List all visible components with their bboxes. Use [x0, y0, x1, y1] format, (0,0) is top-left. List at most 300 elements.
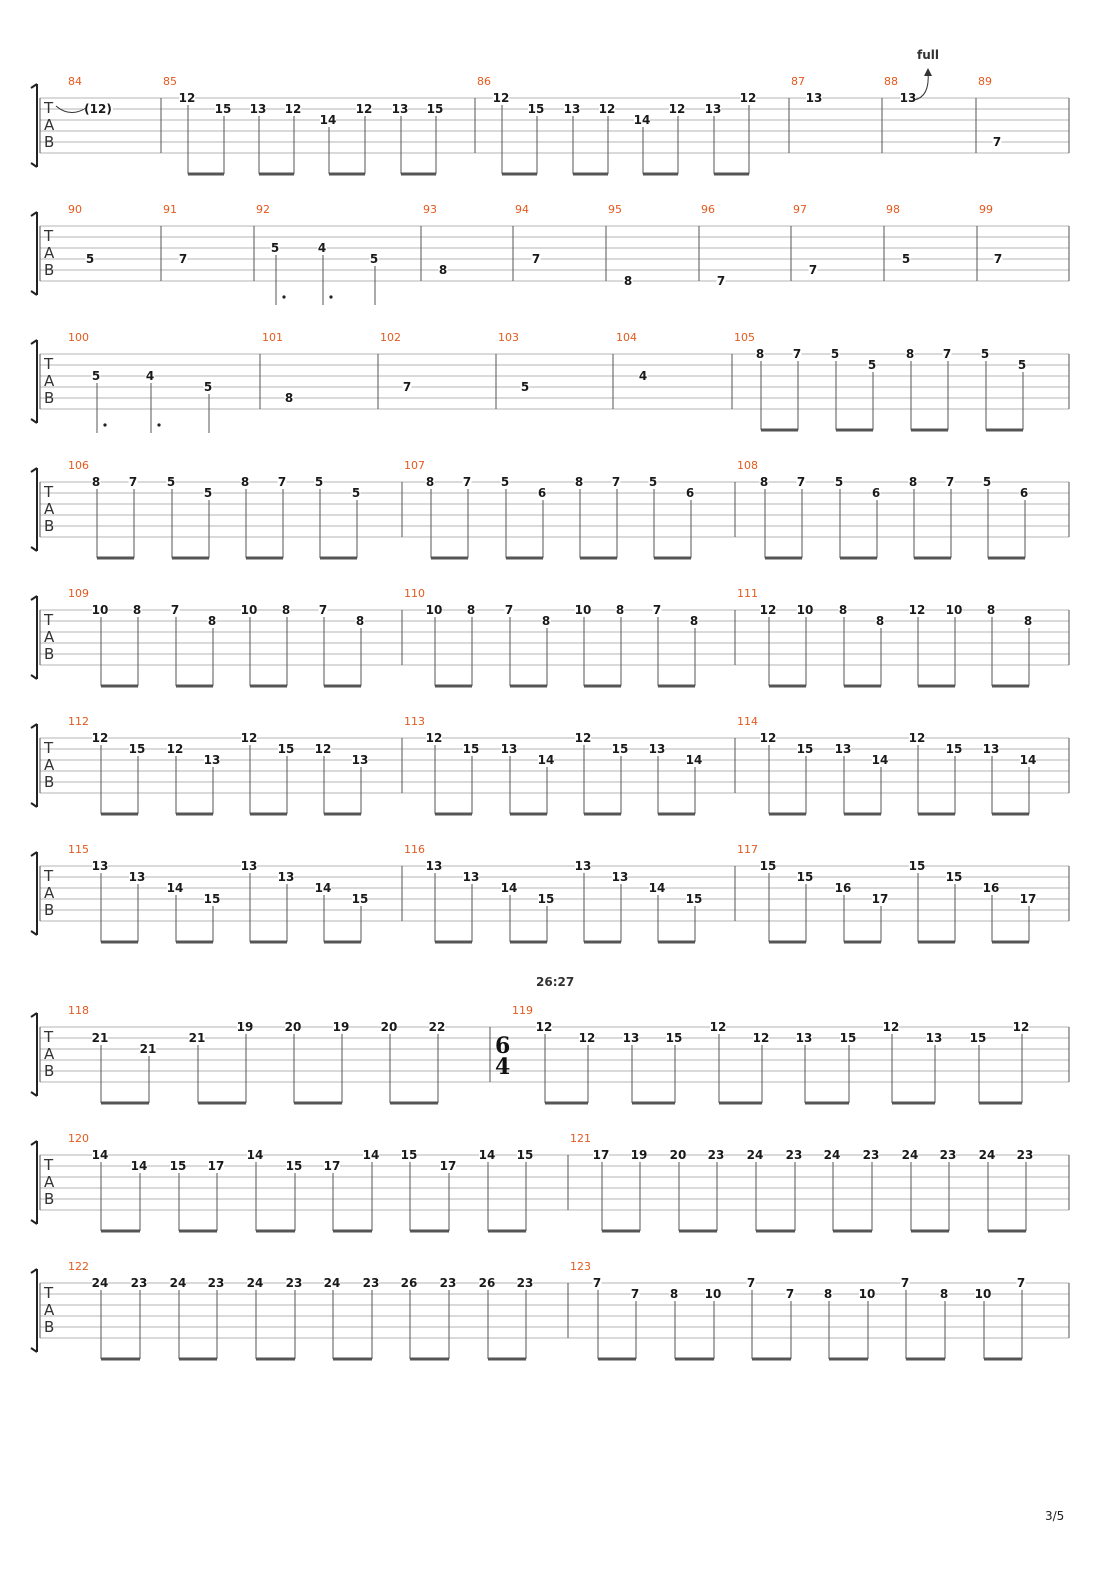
tab-clef-letter: B [44, 389, 55, 407]
fret-number: 16 [834, 881, 852, 895]
tab-clef-letter: B [44, 517, 55, 535]
tab-clef-letter: B [44, 645, 55, 663]
fret-number: 8 [1023, 614, 1033, 628]
tab-clef-letter: A [44, 1045, 55, 1063]
tab-clef-letter: A [44, 244, 55, 262]
tab-clef-letter: A [44, 116, 55, 134]
fret-number: 12 [598, 102, 616, 116]
fret-number: 21 [188, 1031, 206, 1045]
measure-number: 99 [979, 203, 993, 216]
fret-number: 6 [871, 486, 881, 500]
measure-number: 98 [886, 203, 900, 216]
fret-number: 5 [351, 486, 361, 500]
rhythm-dot [103, 423, 106, 426]
system-brace [31, 468, 37, 551]
fret-number: 23 [516, 1276, 534, 1290]
fret-number: 6 [685, 486, 695, 500]
fret-number: 13 [925, 1031, 943, 1045]
fret-number: 7 [942, 347, 952, 361]
fret-number: 13 [240, 859, 258, 873]
fret-number: 12 [882, 1020, 900, 1034]
fret-number: 23 [439, 1276, 457, 1290]
fret-number: 8 [908, 475, 918, 489]
fret-number: 13 [351, 753, 369, 767]
fret-number: 5 [314, 475, 324, 489]
fret-number: 5 [982, 475, 992, 489]
fret-number: 7 [318, 603, 328, 617]
fret-number: 15 [128, 742, 146, 756]
fret-number: 13 [425, 859, 443, 873]
time-signature-top: 6 [495, 1033, 511, 1059]
fret-number: 12 [284, 102, 302, 116]
fret-number: 8 [91, 475, 101, 489]
fret-number: 12 [535, 1020, 553, 1034]
fret-number: 13 [899, 91, 917, 105]
fret-number: 7 [630, 1287, 640, 1301]
rhythm-dot [329, 295, 332, 298]
fret-number: 13 [249, 102, 267, 116]
time-signature-bottom: 4 [495, 1054, 511, 1080]
fret-number: 13 [391, 102, 409, 116]
fret-number: 8 [939, 1287, 949, 1301]
fret-number: 15 [426, 102, 444, 116]
fret-number: 7 [792, 347, 802, 361]
measure-number: 95 [608, 203, 622, 216]
measure-number: 104 [616, 331, 637, 344]
fret-number: 5 [901, 252, 911, 266]
tab-clef-letter: A [44, 756, 55, 774]
fret-number: 14 [91, 1148, 109, 1162]
system-brace [31, 1013, 37, 1096]
fret-number: 23 [785, 1148, 803, 1162]
fret-number: 15 [277, 742, 295, 756]
bend-label: full [917, 48, 939, 62]
fret-number: 15 [796, 870, 814, 884]
tab-clef-letter: B [44, 1190, 55, 1208]
fret-number: 13 [500, 742, 518, 756]
measure-number: 123 [570, 1260, 591, 1273]
fret-number: 7 [592, 1276, 602, 1290]
fret-number: 12 [355, 102, 373, 116]
measure-number: 102 [380, 331, 401, 344]
fret-number: 4 [317, 241, 327, 255]
measure-number: 108 [737, 459, 758, 472]
fret-number: 7 [716, 274, 726, 288]
fret-number: 24 [823, 1148, 841, 1162]
measure-number: 87 [791, 75, 805, 88]
fret-number: 7 [796, 475, 806, 489]
fret-number: 12 [739, 91, 757, 105]
fret-number: 7 [277, 475, 287, 489]
measure-number: 89 [978, 75, 992, 88]
fret-number: 23 [285, 1276, 303, 1290]
fret-number: 14 [246, 1148, 264, 1162]
measure-number: 113 [404, 715, 425, 728]
fret-number: 14 [500, 881, 518, 895]
fret-number: 15 [285, 1159, 303, 1173]
fret-number: 23 [939, 1148, 957, 1162]
fret-number: 5 [166, 475, 176, 489]
fret-number: 12 [492, 91, 510, 105]
fret-number: 23 [707, 1148, 725, 1162]
measure-number: 115 [68, 843, 89, 856]
fret-number: 23 [1016, 1148, 1034, 1162]
fret-number: 15 [351, 892, 369, 906]
fret-number: 14 [314, 881, 332, 895]
fret-number: 12 [908, 731, 926, 745]
tab-clef-letter: B [44, 901, 55, 919]
fret-number: 5 [91, 369, 101, 383]
fret-number: 10 [858, 1287, 876, 1301]
fret-number: 24 [746, 1148, 764, 1162]
fret-number: 4 [638, 369, 648, 383]
fret-number: 8 [759, 475, 769, 489]
fret-number: 10 [796, 603, 814, 617]
fret-number: 6 [1019, 486, 1029, 500]
fret-number: 8 [623, 274, 633, 288]
fret-number: 14 [1019, 753, 1037, 767]
fret-number: 17 [323, 1159, 341, 1173]
tab-clef-letter: A [44, 628, 55, 646]
measure-number: 94 [515, 203, 529, 216]
fret-number: 7 [462, 475, 472, 489]
fret-number: 14 [633, 113, 651, 127]
tempo-marker: 26:27 [536, 975, 575, 989]
measure-number: 103 [498, 331, 519, 344]
fret-number: 15 [169, 1159, 187, 1173]
tab-clef-letter: T [44, 1156, 54, 1174]
fret-number: 8 [574, 475, 584, 489]
fret-number: 13 [648, 742, 666, 756]
fret-number: 10 [945, 603, 963, 617]
fret-number: 13 [277, 870, 295, 884]
system-brace [31, 340, 37, 423]
fret-number: 5 [830, 347, 840, 361]
fret-number: 12 [759, 603, 777, 617]
rhythm-dot [282, 295, 285, 298]
fret-number: 5 [203, 486, 213, 500]
fret-number: 13 [563, 102, 581, 116]
fret-number: 8 [281, 603, 291, 617]
fret-number: 15 [527, 102, 545, 116]
fret-number: 12 [314, 742, 332, 756]
fret-number: 15 [462, 742, 480, 756]
fret-number: 23 [207, 1276, 225, 1290]
fret-number: 13 [805, 91, 823, 105]
measure-number: 109 [68, 587, 89, 600]
fret-number: 16 [982, 881, 1000, 895]
fret-number: 20 [284, 1020, 302, 1034]
measure-number: 97 [793, 203, 807, 216]
fret-number: 4 [145, 369, 155, 383]
fret-number: 15 [537, 892, 555, 906]
measure-number: 92 [256, 203, 270, 216]
fret-number: 15 [945, 742, 963, 756]
tab-clef-letter: T [44, 611, 54, 629]
measure-number: 93 [423, 203, 437, 216]
fret-number: 12 [240, 731, 258, 745]
fret-number: 12 [752, 1031, 770, 1045]
fret-number: 15 [214, 102, 232, 116]
fret-number: 12 [709, 1020, 727, 1034]
measure-number: 121 [570, 1132, 591, 1145]
fret-number: 5 [270, 241, 280, 255]
fret-number: 15 [665, 1031, 683, 1045]
fret-number: 5 [85, 252, 95, 266]
fret-number: 23 [862, 1148, 880, 1162]
fret-number: 12 [759, 731, 777, 745]
fret-number: 15 [611, 742, 629, 756]
tab-clef-letter: T [44, 227, 54, 245]
fret-number: 20 [380, 1020, 398, 1034]
fret-number: 19 [630, 1148, 648, 1162]
system-brace [31, 1269, 37, 1352]
measure-number: 90 [68, 203, 82, 216]
measure-number: 106 [68, 459, 89, 472]
fret-number: 13 [704, 102, 722, 116]
fret-number: 10 [240, 603, 258, 617]
fret-number: 10 [91, 603, 109, 617]
fret-number: 15 [685, 892, 703, 906]
tab-clef-letter: T [44, 1284, 54, 1302]
measure-number: 88 [884, 75, 898, 88]
fret-number: 19 [236, 1020, 254, 1034]
measure-number: 114 [737, 715, 758, 728]
fret-number: 24 [323, 1276, 341, 1290]
fret-number: 15 [945, 870, 963, 884]
measure-number: 111 [737, 587, 758, 600]
fret-number: 13 [203, 753, 221, 767]
fret-number: 8 [425, 475, 435, 489]
fret-number: 24 [901, 1148, 919, 1162]
fret-number: 8 [240, 475, 250, 489]
tab-clef-letter: T [44, 483, 54, 501]
fret-number: 24 [246, 1276, 264, 1290]
fret-number: 6 [537, 486, 547, 500]
measure-number: 120 [68, 1132, 89, 1145]
fret-number: 12 [574, 731, 592, 745]
fret-number: 14 [319, 113, 337, 127]
fret-number: 5 [203, 380, 213, 394]
fret-number: 8 [615, 603, 625, 617]
tab-clef-letter: T [44, 99, 54, 117]
measure-number: 118 [68, 1004, 89, 1017]
tab-clef-letter: T [44, 355, 54, 373]
system-brace [31, 596, 37, 679]
fret-number: 8 [823, 1287, 833, 1301]
tab-clef-letter: T [44, 1028, 54, 1046]
fret-number: 5 [834, 475, 844, 489]
fret-number: 14 [166, 881, 184, 895]
fret-number: 7 [992, 135, 1002, 149]
fret-number: 24 [978, 1148, 996, 1162]
fret-number: 14 [537, 753, 555, 767]
fret-number: 21 [91, 1031, 109, 1045]
fret-number: 19 [332, 1020, 350, 1034]
fret-number: 12 [668, 102, 686, 116]
fret-number: 15 [839, 1031, 857, 1045]
fret-number: 12 [578, 1031, 596, 1045]
fret-number: 15 [796, 742, 814, 756]
rhythm-dot [157, 423, 160, 426]
measure-number: 116 [404, 843, 425, 856]
fret-number: 12 [425, 731, 443, 745]
tab-clef-letter: A [44, 1173, 55, 1191]
fret-number: 7 [170, 603, 180, 617]
fret-number: 26 [478, 1276, 496, 1290]
fret-number: 7 [1016, 1276, 1026, 1290]
measure-number: 105 [734, 331, 755, 344]
fret-number: 14 [648, 881, 666, 895]
fret-number: 8 [875, 614, 885, 628]
fret-number: 8 [284, 391, 294, 405]
tab-clef-letter: T [44, 867, 54, 885]
system-brace [31, 84, 37, 167]
fret-number: 5 [867, 358, 877, 372]
measure-number: 85 [163, 75, 177, 88]
fret-number: 8 [689, 614, 699, 628]
measure-number: 91 [163, 203, 177, 216]
fret-number: 17 [439, 1159, 457, 1173]
system-brace [31, 1141, 37, 1224]
fret-number: 23 [130, 1276, 148, 1290]
fret-number: 8 [541, 614, 551, 628]
bend-arrowhead [924, 68, 932, 76]
measure-number: 86 [477, 75, 491, 88]
fret-number: 8 [466, 603, 476, 617]
fret-number: 7 [178, 252, 188, 266]
fret-number: 15 [969, 1031, 987, 1045]
fret-number: 15 [759, 859, 777, 873]
fret-number: (12) [84, 102, 112, 116]
fret-number: 12 [1012, 1020, 1030, 1034]
tab-clef-letter: B [44, 133, 55, 151]
fret-number: 8 [669, 1287, 679, 1301]
fret-number: 17 [592, 1148, 610, 1162]
fret-number: 5 [648, 475, 658, 489]
measure-number: 110 [404, 587, 425, 600]
fret-number: 8 [438, 263, 448, 277]
fret-number: 14 [685, 753, 703, 767]
tab-clef-letter: T [44, 739, 54, 757]
fret-number: 7 [128, 475, 138, 489]
fret-number: 7 [504, 603, 514, 617]
fret-number: 13 [128, 870, 146, 884]
fret-number: 13 [795, 1031, 813, 1045]
fret-number: 14 [130, 1159, 148, 1173]
measure-number: 112 [68, 715, 89, 728]
fret-number: 13 [611, 870, 629, 884]
fret-number: 5 [980, 347, 990, 361]
fret-number: 7 [402, 380, 412, 394]
fret-number: 10 [704, 1287, 722, 1301]
fret-number: 13 [622, 1031, 640, 1045]
page-number: 3/5 [1045, 1509, 1065, 1523]
fret-number: 13 [834, 742, 852, 756]
fret-number: 7 [945, 475, 955, 489]
fret-number: 20 [669, 1148, 687, 1162]
fret-number: 7 [531, 252, 541, 266]
fret-number: 13 [91, 859, 109, 873]
fret-number: 10 [974, 1287, 992, 1301]
fret-number: 7 [993, 252, 1003, 266]
fret-number: 15 [203, 892, 221, 906]
fret-number: 14 [478, 1148, 496, 1162]
fret-number: 13 [574, 859, 592, 873]
fret-number: 15 [908, 859, 926, 873]
fret-number: 8 [755, 347, 765, 361]
fret-number: 8 [986, 603, 996, 617]
fret-number: 15 [400, 1148, 418, 1162]
fret-number: 5 [369, 252, 379, 266]
fret-number: 7 [808, 263, 818, 277]
fret-number: 8 [905, 347, 915, 361]
fret-number: 17 [1019, 892, 1037, 906]
fret-number: 24 [91, 1276, 109, 1290]
fret-number: 15 [516, 1148, 534, 1162]
measure-number: 100 [68, 331, 89, 344]
fret-number: 23 [362, 1276, 380, 1290]
fret-number: 5 [1017, 358, 1027, 372]
fret-number: 24 [169, 1276, 187, 1290]
measure-number: 119 [512, 1004, 533, 1017]
fret-number: 14 [362, 1148, 380, 1162]
measure-number: 96 [701, 203, 715, 216]
measure-number: 122 [68, 1260, 89, 1273]
fret-number: 7 [785, 1287, 795, 1301]
fret-number: 8 [207, 614, 217, 628]
fret-number: 12 [166, 742, 184, 756]
fret-number: 12 [91, 731, 109, 745]
fret-number: 14 [871, 753, 889, 767]
measure-number: 84 [68, 75, 82, 88]
fret-number: 5 [500, 475, 510, 489]
fret-number: 22 [428, 1020, 446, 1034]
tab-clef-letter: B [44, 1318, 55, 1336]
fret-number: 12 [178, 91, 196, 105]
system-brace [31, 724, 37, 807]
measure-number: 117 [737, 843, 758, 856]
fret-number: 17 [871, 892, 889, 906]
fret-number: 7 [746, 1276, 756, 1290]
system-brace [31, 212, 37, 295]
measure-number: 107 [404, 459, 425, 472]
tab-clef-letter: B [44, 773, 55, 791]
tab-clef-letter: A [44, 372, 55, 390]
fret-number: 5 [520, 380, 530, 394]
fret-number: 10 [574, 603, 592, 617]
fret-number: 7 [611, 475, 621, 489]
fret-number: 21 [139, 1042, 157, 1056]
fret-number: 8 [355, 614, 365, 628]
tab-clef-letter: A [44, 884, 55, 902]
fret-number: 8 [838, 603, 848, 617]
fret-number: 13 [462, 870, 480, 884]
fret-number: 10 [425, 603, 443, 617]
fret-number: 12 [908, 603, 926, 617]
fret-number: 17 [207, 1159, 225, 1173]
system-brace [31, 852, 37, 935]
tab-clef-letter: B [44, 261, 55, 279]
measure-number: 101 [262, 331, 283, 344]
tab-clef-letter: A [44, 1301, 55, 1319]
fret-number: 7 [652, 603, 662, 617]
fret-number: 7 [900, 1276, 910, 1290]
tab-clef-letter: B [44, 1062, 55, 1080]
fret-number: 13 [982, 742, 1000, 756]
tab-clef-letter: A [44, 500, 55, 518]
fret-number: 8 [132, 603, 142, 617]
